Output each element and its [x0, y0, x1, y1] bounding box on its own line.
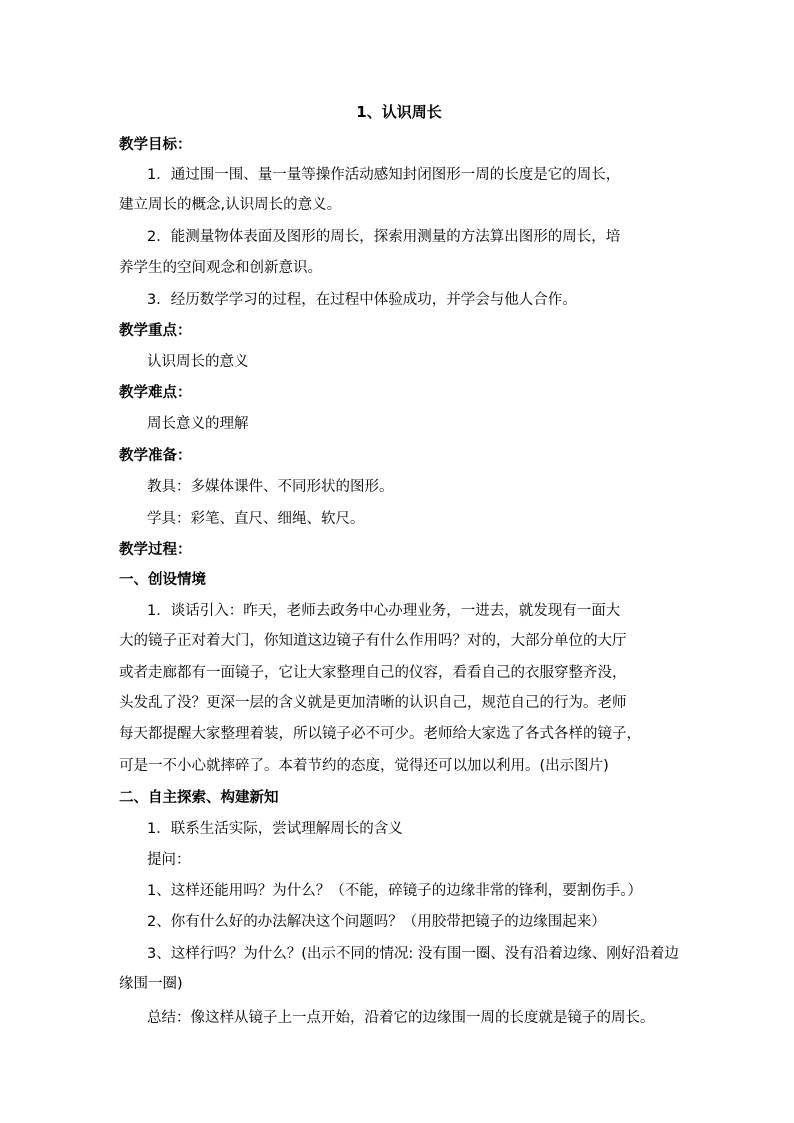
ask-label: 提问：: [147, 852, 191, 868]
document-title: 1、认识周长: [356, 103, 442, 121]
question-3-line-1: 3、这样行吗？为什么？(出示不同的情况: 没有围一圈、没有沿着边缘、刚好沿着边: [147, 946, 679, 962]
question-3-line-2: 缘围一圈): [119, 976, 183, 992]
section-1-line: 或者走廊都有一面镜子，它让大家整理自己的仪容，看看自己的衣服穿整齐没，: [119, 665, 627, 681]
goal-2-line-2: 养学生的空间观念和创新意识。: [119, 260, 322, 276]
section-2-heading: 二、自主探索、构建新知: [119, 790, 279, 806]
difficulty-heading: 教学难点：: [119, 385, 192, 401]
preparation-heading: 教学准备：: [119, 448, 192, 464]
section-2-sub-1: 1．联系生活实际，尝试理解周长的含义: [147, 821, 403, 837]
section-1-line: 1．谈话引入：昨天，老师去政务中心办理业务，一进去，就发现有一面大: [147, 603, 621, 619]
teacher-materials: 教具：多媒体课件、不同形状的图形。: [147, 479, 394, 495]
difficulty-text: 周长意义的理解: [147, 416, 249, 432]
key-point-heading: 教学重点：: [119, 323, 192, 339]
process-heading: 教学过程：: [119, 542, 192, 558]
goal-2-line-1: 2．能测量物体表面及图形的周长，探索用测量的方法算出图形的周长，培: [147, 229, 621, 245]
summary: 总结：像这样从镜子上一点开始，沿着它的边缘围一周的长度就是镜子的周长。: [147, 1010, 655, 1026]
section-1-line: 可是一不小心就摔碎了。本着节约的态度，觉得还可以加以利用。(出示图片): [119, 758, 609, 774]
section-1-heading: 一、创设情境: [119, 572, 206, 588]
question-1: 1、这样还能用吗？为什么？（不能，碎镜子的边缘非常的锋利，要割伤手。）: [147, 883, 642, 899]
question-2: 2、你有什么好的办法解决这个问题吗？（用胶带把镜子的边缘围起来）: [147, 914, 606, 930]
goals-heading: 教学目标：: [119, 137, 192, 153]
goal-1-line-2: 建立周长的概念,认识周长的意义。: [119, 197, 342, 213]
goal-1-line-1: 1．通过围一围、量一量等操作活动感知封闭图形一周的长度是它的周长，: [147, 167, 621, 183]
goal-3: 3．经历数学学习的过程，在过程中体验成功，并学会与他人合作。: [147, 292, 577, 308]
key-point-text: 认识周长的意义: [147, 354, 249, 370]
section-1-line: 每天都提醒大家整理着装，所以镜子必不可少。老师给大家选了各式各样的镜子，: [119, 726, 641, 742]
section-1-line: 头发乱了没？更深一层的含义就是更加清晰的认识自己，规范自己的行为。老师: [119, 695, 627, 711]
section-1-line: 大的镜子正对着大门，你知道这边镜子有什么作用吗？对的，大部分单位的大厅: [119, 633, 627, 649]
student-materials: 学具：彩笔、直尺、细绳、软尺。: [147, 511, 365, 527]
